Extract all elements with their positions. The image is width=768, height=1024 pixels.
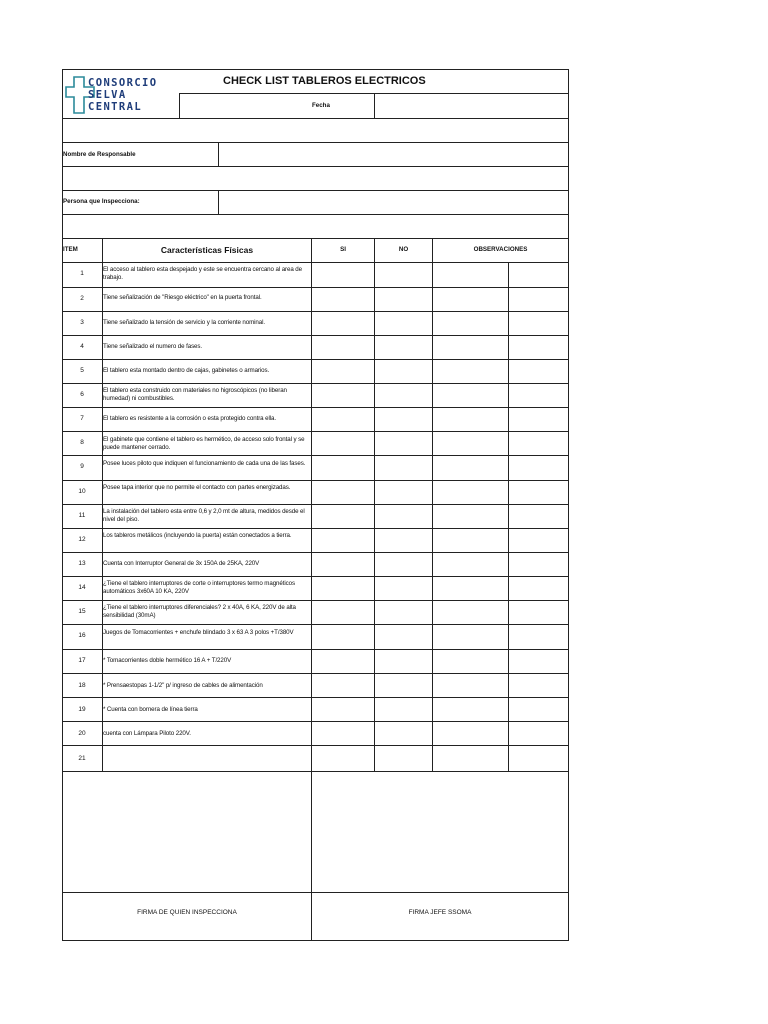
- company-logo: [64, 75, 180, 115]
- inspector-field[interactable]: [222, 198, 562, 208]
- page-title: CHECK LIST TABLEROS ELECTRICOS: [223, 75, 426, 87]
- frame-bottom: [62, 940, 569, 941]
- signature-jefe-box[interactable]: [316, 776, 564, 888]
- logo-line-2: SELVA: [88, 89, 127, 101]
- row-15-number: 15: [78, 608, 86, 615]
- row-12-number: 12: [78, 536, 86, 543]
- signature-jefe-label: FIRMA JEFE SSOMA: [408, 909, 472, 916]
- row-1-number: 1: [80, 270, 84, 277]
- row-19-number: 19: [78, 706, 86, 713]
- row-3-number: 3: [80, 319, 84, 326]
- row-15-text: ¿Tiene el tablero interruptores diferenciales? 2 x 40A, 6 KA, 220V de alta sensibilidad (30mA): [103, 604, 296, 619]
- row-2-number: 2: [80, 295, 84, 302]
- row-4-text: Tiene señalizado el numero de fases.: [103, 343, 203, 350]
- row-17-text: * Tomacorrientes doble hermético 16 A + T/220V: [103, 657, 232, 664]
- row-3-text: Tiene señalizado la tensión de servicio y la corriente nominal.: [103, 319, 265, 326]
- row-20-text: cuenta con Lámpara Piloto 220V.: [103, 730, 191, 737]
- row-11-text: La instalación del tablero esta entre 0,6 y 2,0 mt de altura, medidos desde el nivel del piso.: [103, 508, 305, 523]
- signature-inspector-box[interactable]: [66, 776, 306, 888]
- row-21-number: 21: [78, 755, 86, 762]
- row-18-text: * Prensaestopas 1-1/2" p/ ingreso de cables de alimentación: [103, 682, 263, 689]
- row-10-number: 10: [78, 488, 86, 495]
- row-14-number: 14: [78, 584, 86, 591]
- responsable-label: Nombre de Responsable: [63, 151, 136, 158]
- row-18-number: 18: [78, 682, 86, 689]
- row-5-number: 5: [80, 367, 84, 374]
- row-19-text: * Cuenta con bornera de línea tierra: [103, 706, 198, 713]
- logo-line-1: CONSORCIO: [88, 77, 158, 89]
- row-8-text: El gabinete que contiene el tablero es hermético, de acceso solo frontal y se puede mantener cerrado.: [103, 436, 305, 451]
- fecha-field[interactable]: [378, 102, 563, 112]
- row-17-number: 17: [78, 657, 86, 664]
- row-6-number: 6: [80, 391, 84, 398]
- row-7-number: 7: [80, 415, 84, 422]
- row-11-number: 11: [78, 512, 86, 519]
- row-20-number: 20: [78, 730, 86, 737]
- frame-right: [568, 69, 569, 941]
- frame-top: [62, 69, 569, 70]
- row-2-text: Tiene señalización de "Riesgo eléctrico" en la puerta frontal.: [103, 294, 262, 301]
- signature-inspector-label: FIRMA DE QUIEN INSPECCIONA: [137, 909, 237, 916]
- row-13-number: 13: [78, 560, 86, 567]
- row-14-text: ¿Tiene el tablero interruptores de corte o interruptores termo magnéticos automáticos 3x60A 10 KA, 220V: [103, 580, 295, 595]
- row-8-number: 8: [80, 439, 84, 446]
- responsable-field[interactable]: [222, 151, 562, 161]
- row-9-number: 9: [80, 463, 84, 470]
- header-caracteristicas: Características Físicas: [160, 245, 254, 255]
- logo-line-3: CENTRAL: [88, 101, 143, 113]
- inspector-label: Persona que Inspecciona:: [63, 198, 140, 205]
- row-12-text: Los tableros metálicos (incluyendo la puerta) están conectados a tierra.: [103, 532, 292, 539]
- row-4-number: 4: [80, 343, 84, 350]
- header-no: NO: [398, 246, 409, 253]
- fecha-label: Fecha: [312, 102, 330, 109]
- header-item: ITEM: [63, 246, 78, 253]
- row-13-text: Cuenta con Interruptor General de 3x 150A de 25KA, 220V: [103, 560, 260, 567]
- row-7-text: El tablero es resistente a la corrosión o esta protegido contra ella.: [103, 415, 276, 422]
- header-si: SI: [340, 246, 346, 253]
- row-6-text: El tablero esta construido con materiales no higroscópicos (no liberan humedad) ni combustibles.: [103, 387, 287, 402]
- row-16-text: Juegos de Tomacorrientes + enchufe blindado 3 x 63 A 3 polos +T/380V: [103, 629, 294, 636]
- row-1-text: El acceso al tablero esta despejado y este se encuentra cercano al area de trabajo.: [103, 266, 302, 281]
- header-observaciones: OBSERVACIONES: [473, 246, 528, 253]
- row-9-text: Posee luces piloto que indiquen el funcionamiento de cada una de las fases.: [103, 460, 306, 467]
- row-10-text: Posee tapa interior que no permite el contacto con partes energizadas.: [103, 484, 291, 491]
- row-5-text: El tablero esta montado dentro de cajas, gabinetes o armarios.: [103, 367, 270, 374]
- row-16-number: 16: [78, 632, 86, 639]
